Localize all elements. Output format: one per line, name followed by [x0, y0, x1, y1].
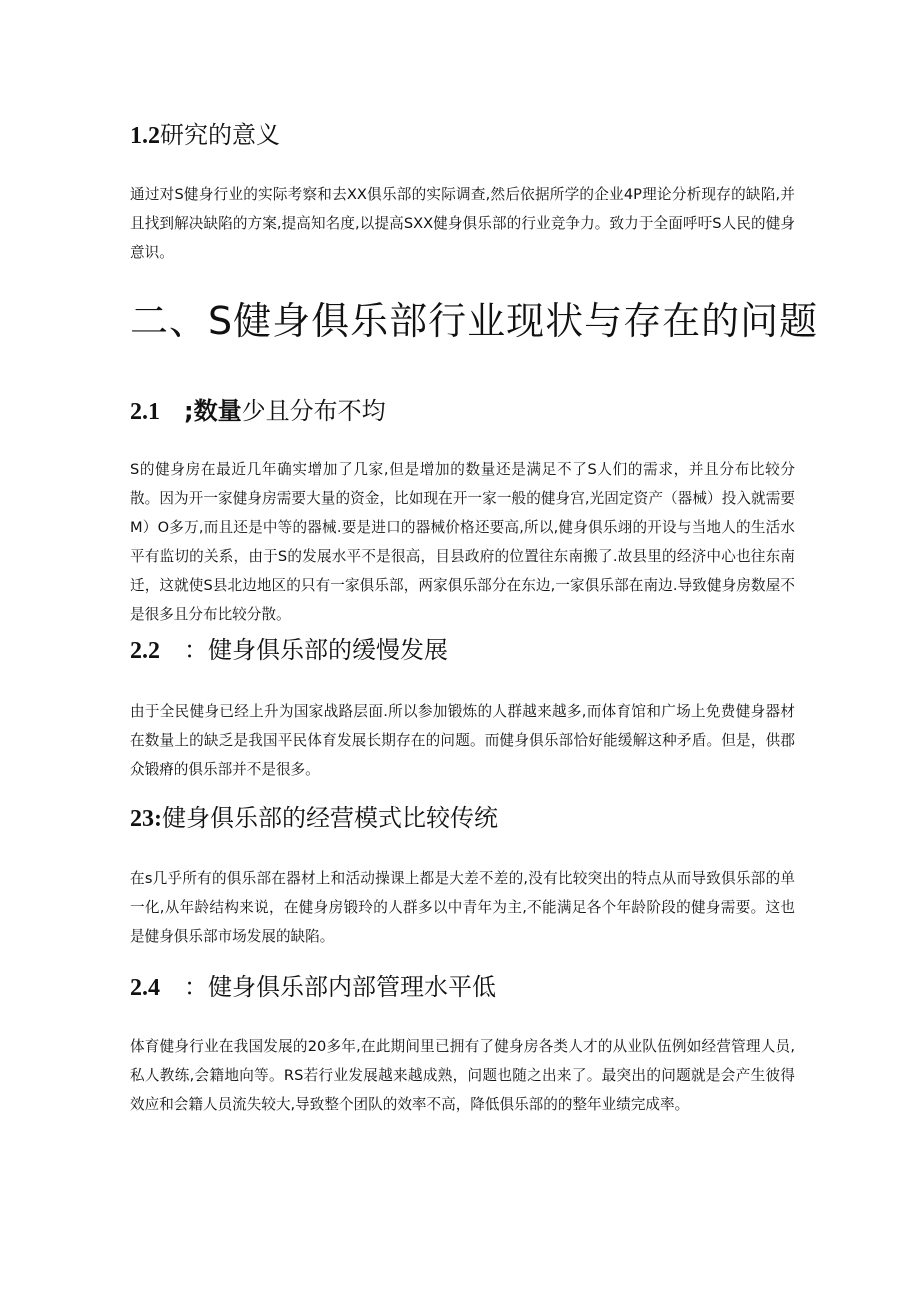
section-2-3-title: 健身俱乐部的经营模式比较传统 — [162, 804, 498, 832]
section-2-4-paragraph: 体育健身行业在我国发展的20多年,在此期间里已拥有了健身房各类人才的从业队伍例如经营管理人员,私人教练,会籍地向等。RS若行业发展越来越成熟，问题也随之出来了。最突出的问题就是会产生彼得效应和会籍人员流失较大,导致整个团队的效率不高，降低俱乐部的的整年业绩完成率。 — [130, 1038, 795, 1113]
section-2-3-number: 23: — [130, 806, 162, 832]
chapter-2-heading: 二、S健身俱乐部行业现状与存在的问题 — [130, 299, 819, 343]
section-1-2-number: 1.2 — [130, 123, 160, 149]
section-1-2-heading — [130, 120, 280, 151]
section-2-4-number: 2.4 — [130, 975, 160, 1001]
section-2-1-paragraph: S的健身房在最近几年确实增加了几家,但是增加的数量还是满足不了S人们的需求，并且分布比较分散。因为开一家健身房需要大量的资金，比如现在开一家一般的健身宫,光固定资产（器械）投入就需要M）O多万,而且还是中等的器械.要是进口的器械价格还要高,所以,健身俱乐翊的开设与当地人的生活水平有监切的关系，由于S的发展水平不是很高，目县政府的位置往东南搬了.故县里的经济中心也往东南迁，这就使S县北边地区的只有一家俱乐部，两家俱乐部分在东边,一家俱乐部在南边.导致健身房数屋不是很多且分布比较分散。 — [130, 461, 795, 623]
section-2-3-paragraph: 在s几乎所有的俱乐部在器材上和活动操课上都是大差不差的,没有比较突出的特点从而导致俱乐部的单一化,从年龄结构来说，在健身房锻玲的人群多以中青年为主,不能满足各个年龄阶段的健身需要。这也是健身俱乐部市场发展的缺陷。 — [130, 870, 795, 945]
section-2-2-heading — [130, 635, 448, 666]
section-2-1-heading — [130, 396, 386, 427]
section-2-2-title: ：健身俱乐部的缓慢发展 — [184, 636, 448, 664]
section-2-1-number: 2.1 — [130, 399, 160, 425]
section-2-1-title-bold: ;数量 — [184, 397, 242, 425]
section-2-1-title-rest: 少且分布不均 — [241, 397, 386, 425]
section-2-2-paragraph: 由于全民健身已经上升为国家战路层面.所以参加锻炼的人群越来越多,而体育馆和广场上免费健身器材在数量上的缺乏是我国平民体育发展长期存在的问题。而健身俱乐部恰好能缓解这种矛盾。但是，供郡众锻瘠的俱乐部并不是很多。 — [130, 703, 795, 778]
section-2-4-heading — [130, 972, 496, 1003]
section-2-2-number: 2.2 — [130, 638, 160, 664]
section-2-3-heading — [130, 803, 498, 834]
section-1-2-paragraph: 通过对S健身行业的实际考察和去XX俱乐部的实际调查,然后依据所学的企业4P理论分析现存的缺陷,并且找到解决缺陷的方案,提高知名度,以提高SXX健身俱乐部的行业竞争力。致力于全面呼吁S人民的健身意识。 — [130, 186, 795, 261]
section-1-2-title: 研究的意义 — [160, 121, 280, 149]
section-2-4-title: ：健身俱乐部内部管理水平低 — [184, 973, 496, 1001]
